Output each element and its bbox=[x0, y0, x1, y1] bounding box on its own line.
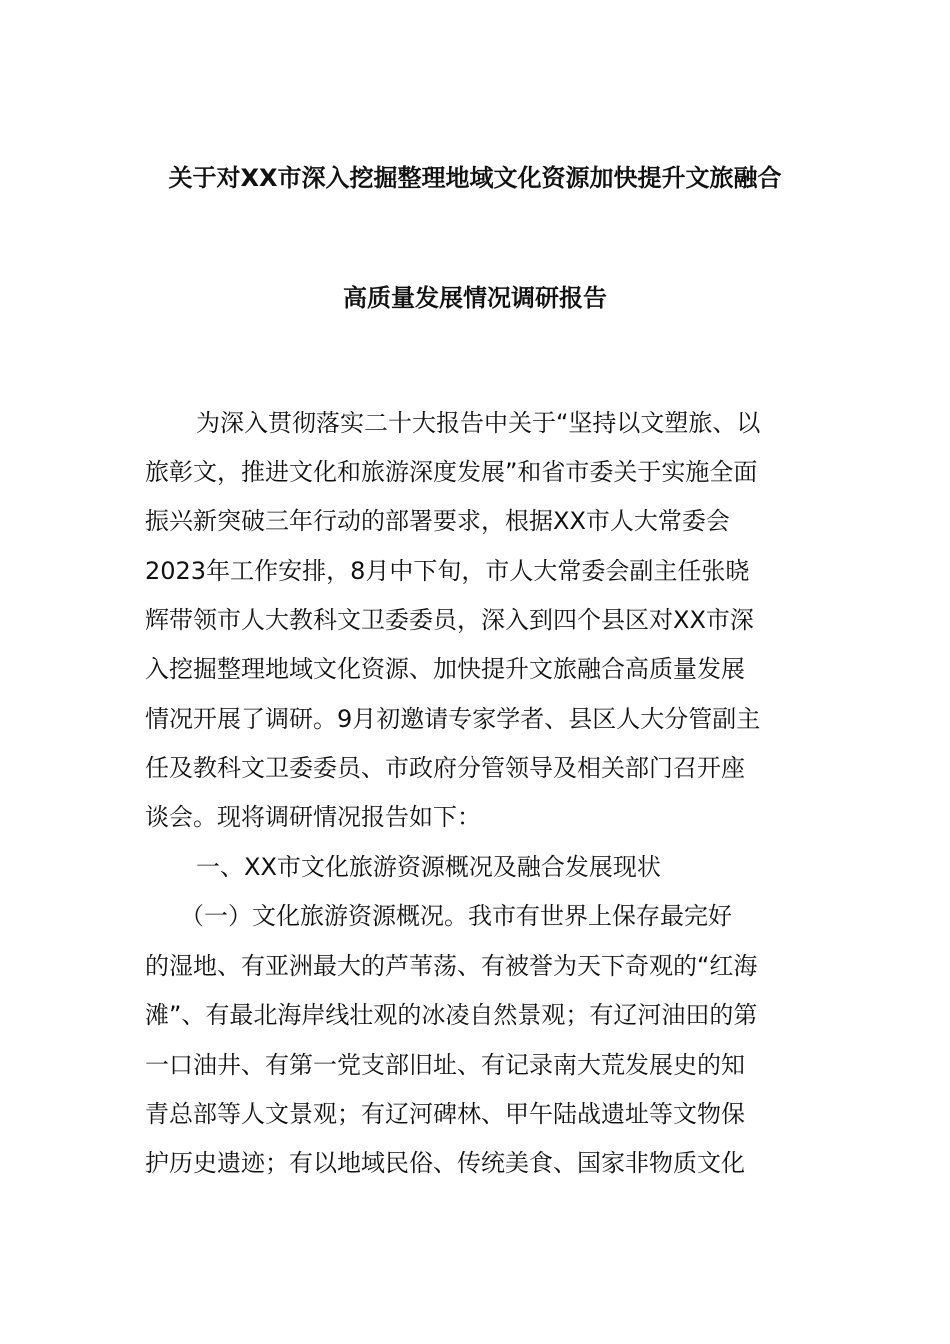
paragraph-line: 护历史遗迹；有以地域民俗、传统美食、国家非物质文化 bbox=[145, 1149, 745, 1177]
paragraph-line: 的湿地、有亚洲最大的芦苇荡、有被誉为天下奇观的“红海 bbox=[145, 952, 758, 980]
section-heading: 一、XX市文化旅游资源概况及融合发展现状 bbox=[196, 853, 661, 881]
paragraph-line: 旅彰文，推进文化和旅游深度发展”和省市委关于实施全面 bbox=[145, 458, 758, 486]
paragraph-line: 谈会。现将调研情况报告如下： bbox=[145, 803, 481, 831]
paragraph-line: 滩”、有最北海岸线壮观的冰凌自然景观；有辽河油田的第 bbox=[145, 1001, 758, 1029]
paragraph-line: 振兴新突破三年行动的部署要求，根据XX市人大常委会 bbox=[145, 507, 730, 535]
paragraph-line: 辉带领市人大教科文卫委委员，深入到四个县区对XX市深 bbox=[145, 606, 754, 634]
paragraph-line: 2023年工作安排，8月中下旬，市人大常委会副主任张晓 bbox=[145, 557, 750, 585]
paragraph-line: 一口油井、有第一党支部旧址、有记录南大荒发展史的知 bbox=[145, 1051, 745, 1079]
subsection-line: （一）文化旅游资源概况。我市有世界上保存最完好 bbox=[180, 902, 732, 930]
paragraph-line: 任及教科文卫委委员、市政府分管领导及相关部门召开座 bbox=[145, 754, 745, 782]
paragraph-line: 情况开展了调研。9月初邀请专家学者、县区人大分管副主 bbox=[145, 705, 761, 733]
paragraph-line: 入挖掘整理地域文化资源、加快提升文旅融合高质量发展 bbox=[145, 655, 745, 683]
paragraph-line: 青总部等人文景观；有辽河碑林、甲午陆战遗址等文物保 bbox=[145, 1100, 745, 1128]
document-title-line-1: 关于对XX市深入挖掘整理地域文化资源加快提升文旅融合 bbox=[168, 164, 782, 192]
paragraph-line: 为深入贯彻落实二十大报告中关于“坚持以文塑旅、以 bbox=[196, 409, 761, 437]
document-title-line-2: 高质量发展情况调研报告 bbox=[343, 284, 607, 312]
